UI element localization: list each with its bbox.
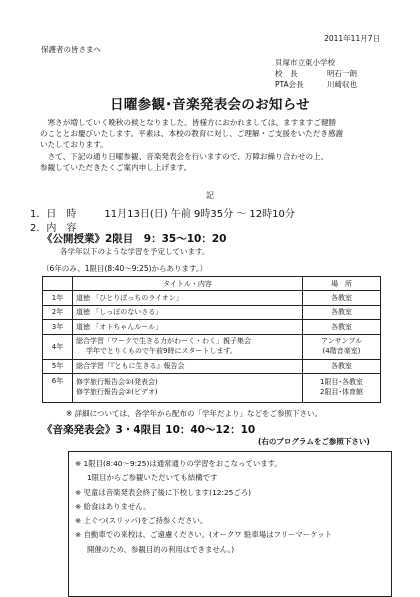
open-class-heading: 《公開授業》2限目 9：35～10：20 bbox=[42, 233, 227, 245]
letter-date: 2011年11月7日 bbox=[324, 34, 380, 43]
sender-school-name: 貝塚市立東小学校 bbox=[275, 58, 335, 67]
row-title-line2: 学年でとりくもので午前9時にスタートします。 bbox=[86, 346, 237, 355]
music-heading: 《音楽発表会》3・4限目 10：40～12：10 bbox=[42, 424, 256, 436]
row-title bbox=[73, 334, 303, 359]
sender-pta bbox=[275, 79, 357, 90]
principal-name: 明石一朗 bbox=[327, 69, 357, 78]
sender-principal bbox=[275, 68, 357, 79]
datetime-line bbox=[30, 205, 295, 220]
row-place bbox=[303, 373, 381, 402]
content-label: 2．内 容 bbox=[30, 223, 77, 234]
sender-block bbox=[275, 57, 357, 90]
row-grade: 4年 bbox=[43, 334, 73, 359]
row-place: 各教室 bbox=[303, 305, 381, 319]
table-row bbox=[43, 373, 381, 402]
row-title bbox=[73, 373, 303, 402]
recipient: 保護者の皆さまへ bbox=[41, 45, 101, 54]
row-place-line2: 2限目･体育館 bbox=[320, 387, 363, 396]
row-grade: 6年 bbox=[43, 373, 73, 402]
greeting-paragraph bbox=[40, 117, 390, 173]
note-line: ※ 児童は音楽発表会終了後に下校します(12:25ごろ) bbox=[75, 487, 252, 497]
greeting-line: のこととお慶びいたします。平素は、本校の教育に対し、ご理解・ご支援をいただき感謝 bbox=[40, 129, 344, 139]
row-title: 総合学習「『ともに生きる』報告会 bbox=[73, 359, 303, 373]
table-header-place: 場 所 bbox=[303, 277, 381, 291]
greeting-line: 参観していただきたくご案内申し上げます。 bbox=[40, 162, 192, 172]
row-grade: 3年 bbox=[43, 320, 73, 334]
row-place-line2: (4階音楽室) bbox=[322, 346, 361, 355]
sender-school bbox=[275, 57, 357, 68]
row-place: 各教室 bbox=[303, 320, 381, 334]
greeting-line: いたしております。 bbox=[40, 140, 108, 150]
note-line: 1限目からご参観いただいても結構です bbox=[87, 473, 218, 483]
row-place bbox=[303, 334, 381, 359]
table-header-row bbox=[43, 277, 381, 291]
datetime-label: 1．日 時 bbox=[30, 209, 77, 220]
row-place: 各教室 bbox=[303, 359, 381, 373]
pta-name: 川崎収也 bbox=[327, 80, 357, 89]
table-row bbox=[43, 291, 381, 305]
open-class-note: 各学年以下のような学習を予定しています。 bbox=[60, 247, 210, 256]
table-footnote: ※ 詳細については、各学年から配布の「学年だより」などをご参照下さい。 bbox=[66, 409, 323, 418]
ki-marker: 記 bbox=[206, 191, 214, 200]
schedule-table bbox=[42, 276, 381, 403]
table-row bbox=[43, 320, 381, 334]
grade6-note: （6年のみ、1限目(8:40～9:25)からあります。） bbox=[42, 264, 208, 273]
note-line: ※ 上ぐつ(スリッパ)をご持参ください。 bbox=[75, 516, 208, 526]
notes-box bbox=[68, 451, 392, 597]
row-title-line2: 修学旅行報告会②(ビデオ) bbox=[76, 387, 158, 396]
table-row bbox=[43, 334, 381, 359]
row-title: 道徳 「しっぽのないさる」 bbox=[73, 305, 303, 319]
row-place-line1: 1限目･各教室 bbox=[320, 378, 363, 387]
principal-role: 校 長 bbox=[275, 69, 298, 78]
table-row bbox=[43, 359, 381, 373]
greeting-line: さて、下記の通り日曜参観、音楽発表会を行いますので、万障お繰り合わせの上、 bbox=[40, 151, 329, 161]
row-title-line1: 修学旅行報告会①(発表会) bbox=[76, 378, 158, 387]
datetime-value: 11月13日(日) 午前 9時35分 ～ 12時10分 bbox=[104, 209, 295, 220]
note-line: ※ 自動車での来校は、ご遠慮ください。(オークワ 駐車場はフリーマーケット bbox=[75, 530, 333, 540]
note-line: 開催のため、参観目的の利用はできません。) bbox=[87, 544, 235, 554]
row-title: 道徳 「ひとりぼっちのライオン」 bbox=[73, 291, 303, 305]
document-title: 日曜参観･音楽発表会のお知らせ bbox=[110, 97, 310, 113]
table-row bbox=[43, 305, 381, 319]
pta-role: PTA会長 bbox=[275, 80, 304, 89]
greeting-line: 寒さが増していく晩秋の候となりました。皆様方におかれましては、ますますご健勝 bbox=[47, 118, 337, 127]
note-line: ※ 1限目(8:40～9:25)は通常通りの学習をおこなっています。 bbox=[75, 459, 282, 468]
row-grade: 2年 bbox=[43, 305, 73, 319]
row-place-line1: アンサンブル bbox=[320, 337, 363, 346]
program-note: (右のプログラムをご参照下さい) bbox=[258, 437, 370, 446]
row-title: 道徳 「オトちゃんルール」 bbox=[73, 320, 303, 334]
row-grade: 5年 bbox=[43, 359, 73, 373]
table-header-grade bbox=[43, 277, 73, 291]
row-title-line1: 総合学習「ワークで生きる力がわーく・わく」親子集会 bbox=[76, 337, 251, 346]
row-grade: 1年 bbox=[43, 291, 73, 305]
table-header-title: タイトル・内容 bbox=[73, 277, 303, 291]
row-place: 各教室 bbox=[303, 291, 381, 305]
note-line: ※ 給食はありません。 bbox=[75, 501, 151, 511]
